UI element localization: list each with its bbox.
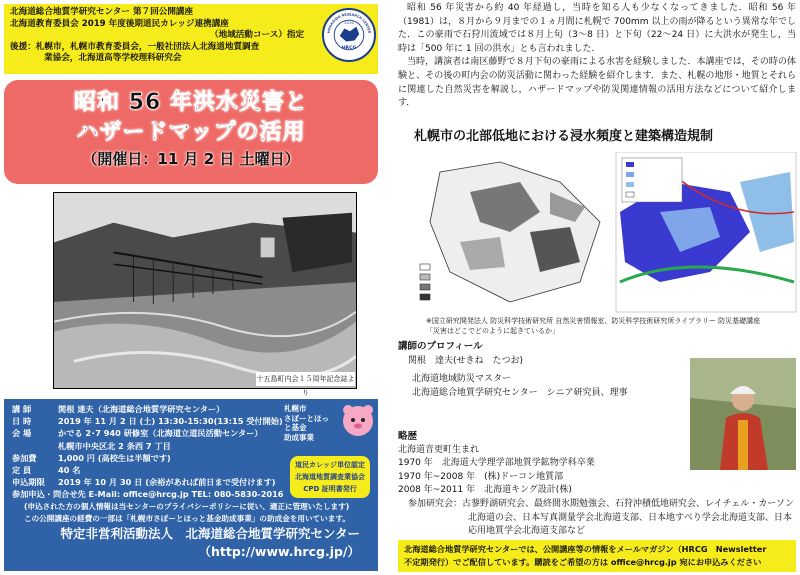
- lecturer-label: 講 師: [12, 404, 32, 414]
- bio-birth: 北海道音更町生まれ: [398, 444, 480, 455]
- capacity-label: 定 員: [12, 465, 32, 476]
- biography-section: [398, 430, 796, 539]
- intro-paragraph-2: 当時，講演者は南区藤野で８月下旬の豪雨による水害を経験しました．本講座では，その時の体験と、その後の町内会の防災活動に関わった経験を紹介します．また、札幌の地形・地質とそれらに関連した自然災害を解説し，ハザードマップや防災関連情報の活用方法などについて紹介します．: [398, 57, 796, 109]
- hrcg-logo: [322, 8, 376, 62]
- title-line2: ハザードマップの活用: [76, 120, 306, 145]
- bio-groups: 参加研究会：古蓼野湖研究会、最終間氷期勉強会、石狩沖積低地研究会、レイチェル・カーソン北海道の会、日本写真測量学会北海道支部、日本地すべり学会北海道支部、日本応用地質学会北海道支部など: [408, 498, 794, 537]
- datetime-label: 日 時: [12, 416, 32, 427]
- map-title: 札幌市の北部低地における浸水頻度と建築構造規制: [414, 129, 714, 144]
- header-line2: 北海道教育委員会 2019 年度後期道民カレッジ連携講座: [10, 18, 229, 29]
- header-line5: 業協会，北海道高等学校理科研究会: [44, 53, 182, 63]
- privacy-note: (申込された方の個人情報は当センターのプライバシーポリシーに従い、適正に管理いたします): [24, 501, 350, 511]
- profile-role2: 北海道総合地質学研究センター シニア研究員、理事: [412, 388, 628, 398]
- cert-line1: 道民カレッジ単位認定: [295, 461, 365, 469]
- bio-heading: 略歴: [398, 431, 418, 442]
- header-line4: 後援：札幌市，札幌市教育委員会，一般社団法人北海道地質調査: [10, 41, 260, 52]
- bio-history-2: 1970 年~2008 年 (株)ドーコン地質部: [398, 471, 564, 482]
- profile-role1: 北海道地域防災マスター: [412, 374, 512, 384]
- bio-history-3: 2008 年~2011 年 北海道キング設計(株): [398, 485, 572, 496]
- header-line1: 北海道総合地質学研究センター 第７回公開講座: [10, 7, 194, 17]
- notice-line2: 不定期発行）でご配信しています。購読をご希望の方は office@hrcg.jp 宛にお申込みください: [404, 557, 762, 567]
- fund-line2: さぽーとほっと基金: [284, 413, 329, 432]
- title-line1: 昭和 56 年洪水災害と: [74, 90, 308, 115]
- profile-name: 関根 達夫(せきね たつお): [408, 356, 524, 366]
- venue-address: 札幌市中央区北 2 条西 7 丁目: [58, 440, 171, 451]
- logo-ring-text: HOKKAIDO RESEARCH CENTER: [326, 12, 372, 34]
- fee: 1,000 円 (高校生は半額です): [58, 452, 171, 463]
- capacity: 40 名: [58, 465, 81, 476]
- title-box: [4, 80, 378, 184]
- notice-line1: 北海道総合地質学研究センターでは、公開講座等の情報をメールマガジン（HRCG Newsletter: [404, 544, 767, 554]
- venue-label: 会 場: [12, 428, 32, 439]
- mascot-icon: [340, 402, 376, 438]
- cert-line3: CPD 証明書発行: [303, 485, 357, 493]
- venue: かでる 2･7 940 研修室（北海道立道民活動センター）: [58, 428, 263, 439]
- bio-history-1: 1970 年 北海道大学理学部地質学鉱物学科卒業: [398, 458, 595, 469]
- header-line3: （地域活動コース）指定: [210, 30, 305, 40]
- fund-note: この公開講座の経費の一部は「札幌市さぽーとほっと基金助成事業」の助成金を用いています。: [24, 513, 350, 523]
- map-caption-line2: 「災害はどこでどのように起きているか」: [426, 327, 559, 335]
- map-caption-line1: ※国立研究開発法人 防災科学技術研究所 自然災害情報室、防災科学技術研究所ライブラリー 防災基礎講座: [426, 317, 761, 325]
- intro-text: [398, 2, 796, 111]
- intro-paragraph-1: 昭和 56 年災害から約 40 年経過し，当時を知る人も少なくなってきました．昭和 56 年（1981）は，８月から９月までの１ヵ月間に札幌で 700mm 以上の雨が降るという異常な年でした．この豪雨で石狩川流域では８月上旬（3～8 日）と下旬（22～24 日）に大洪水が発生し，当時は「500 年に 1 回の洪水」とも言われました．: [398, 3, 796, 54]
- deadline-label: 申込期限: [12, 477, 45, 488]
- photo-caption: 十五島町内会１５周年記念誌より: [256, 372, 355, 386]
- support-fund-label: [284, 404, 334, 442]
- newsletter-notice: [398, 540, 796, 572]
- event-date: （開催日：11 月 2 日 土曜日）: [82, 150, 300, 168]
- logo-year: 2016: [344, 20, 354, 25]
- profile-section: [398, 340, 688, 400]
- fund-line1: 札幌市: [284, 404, 307, 413]
- deadline: 2019 年 10 月 30 日 (余裕があれば前日まで受付けます): [58, 477, 276, 488]
- flood-maps: [410, 152, 798, 314]
- organizer: 特定非営利活動法人 北海道総合地質学研究センター: [60, 526, 360, 542]
- datetime: 2019 年 11 月 2 日 (土) 13:30-15:30(13:15 受付開始): [58, 416, 283, 427]
- profile-heading: 講師のプロフィール: [398, 341, 483, 352]
- fund-line3: 助成事業: [284, 432, 314, 442]
- cert-line2: 北海道地質調査業協会: [295, 473, 365, 481]
- lecturer: 関根 達夫（北海道総合地質学研究センター）: [58, 404, 225, 414]
- organizer-url[interactable]: （http://www.hrcg.jp/）: [198, 544, 360, 560]
- flood-photo: [53, 192, 357, 389]
- fee-label: 参加費: [12, 452, 37, 463]
- logo-abbr: HRCG: [341, 45, 357, 51]
- certification-badge: [290, 456, 370, 498]
- map-caption: [426, 316, 760, 336]
- contact: 参加申込・問合せ先 E-Mail: office@hrcg.jp TEL: 080-5830-2016: [12, 489, 284, 500]
